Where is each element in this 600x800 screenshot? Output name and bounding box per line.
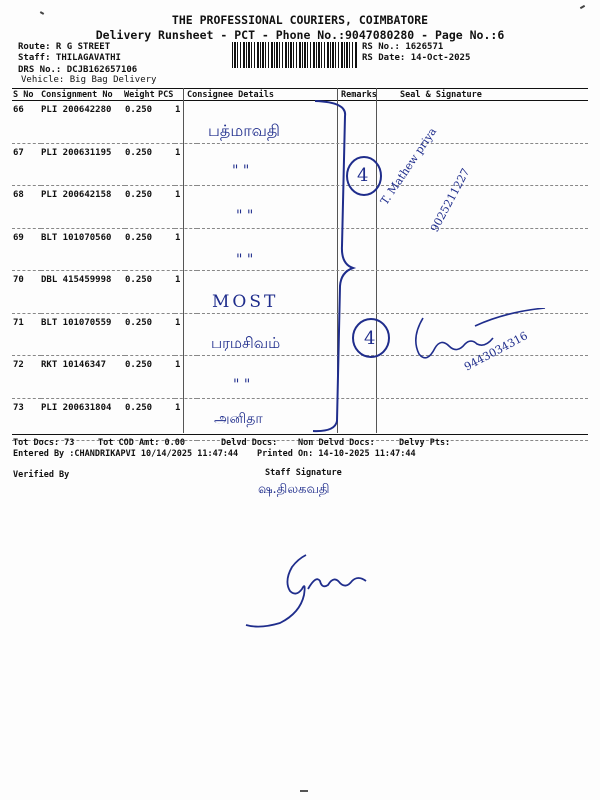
col-pcs: PCS (158, 90, 174, 100)
printed-on: Printed On: 14-10-2025 11:47:44 (257, 449, 416, 459)
receiver-1-phone: 9025211227 (428, 166, 473, 235)
non-delivered-docs: Non Delvd Docs: (298, 438, 375, 448)
table-row (12, 186, 588, 229)
col-seal: Seal & Signature (400, 90, 482, 100)
delivered-docs: Delvd Docs: (221, 438, 278, 448)
row-details (197, 228, 588, 271)
staff-label: Staff: THILAGAVATHI (18, 53, 121, 63)
rs-date: RS Date: 14-Oct-2025 (362, 53, 471, 63)
row-pcs: 1 (175, 143, 197, 186)
table-row (12, 143, 588, 186)
row-consignment: BLT 101070559 (41, 313, 125, 356)
handwritten-name-73: அனிதா (214, 411, 263, 427)
handwritten-most: MOST (212, 292, 279, 312)
col-consignee: Consignee Details (187, 90, 274, 100)
row-details (197, 356, 588, 399)
scan-speck (300, 790, 308, 792)
row-pcs: 1 (175, 271, 197, 314)
table-row (12, 356, 588, 399)
ditto-mark: " " (236, 252, 254, 268)
handwritten-name-66: பத்மாவதி (208, 121, 280, 140)
row-weight: 0.250 (125, 356, 175, 399)
row-pcs: 1 (175, 356, 197, 399)
row-pcs: 1 (175, 186, 197, 229)
scan-speck (580, 5, 585, 9)
entered-by: Entered By :CHANDRIKAPVI 10/14/2025 11:47:44 (13, 449, 239, 459)
handwritten-name-71: பரமசிவம் (211, 334, 281, 352)
runsheet-table (12, 101, 588, 441)
row-consignment: BLT 101070560 (41, 228, 125, 271)
company-name: THE PROFESSIONAL COURIERS, COIMBATORE (171, 13, 429, 27)
col-sno: S No (13, 90, 34, 100)
staff-signature: ஷ.திலகவதி (258, 482, 330, 497)
drs-number: DRS No.: DCJB162657106 (18, 65, 138, 75)
row-weight: 0.250 (125, 313, 175, 356)
row-sno: 67 (12, 143, 41, 186)
row-consignment: DBL 415459998 (41, 271, 125, 314)
table-row (12, 271, 588, 314)
row-sno: 66 (12, 101, 41, 143)
row-pcs: 1 (175, 228, 197, 271)
row-consignment: PLI 200642280 (41, 101, 125, 143)
delivery-points: Delvy Pts: (399, 438, 451, 448)
row-pcs: 1 (175, 398, 197, 441)
table-row (12, 101, 588, 143)
count-number-1: 4 (357, 165, 369, 186)
row-pcs: 1 (175, 101, 197, 143)
row-pcs: 1 (175, 313, 197, 356)
total-docs: Tot Docs: 73 (13, 438, 75, 448)
row-consignment: RKT 10146347 (41, 356, 125, 399)
receiver-1-name: T. Mathew priya (378, 125, 440, 208)
count-number-2: 4 (364, 328, 376, 349)
row-consignment: PLI 200631804 (41, 398, 125, 441)
runsheet-subtitle: Delivery Runsheet - PCT - Phone No.:9047080280 - Page No.:6 (95, 28, 505, 42)
row-weight: 0.250 (125, 143, 175, 186)
row-weight: 0.250 (125, 271, 175, 314)
row-weight: 0.250 (125, 101, 175, 143)
row-sno: 72 (12, 356, 41, 399)
verified-by-label: Verified By (13, 470, 70, 480)
row-weight: 0.250 (125, 398, 175, 441)
barcode (232, 42, 357, 68)
total-cod: Tot COD Amt: 0.00 (98, 438, 185, 448)
route-label: Route: R G STREET (18, 42, 111, 52)
row-weight: 0.250 (125, 228, 175, 271)
row-sno: 71 (12, 313, 41, 356)
col-consignment: Consignment No (41, 90, 113, 100)
table-bottom-rule (12, 434, 588, 435)
vehicle-label: Vehicle: Big Bag Delivery (21, 75, 157, 85)
header-top-rule (12, 88, 588, 89)
row-sno: 68 (12, 186, 41, 229)
col-weight: Weight (124, 90, 155, 100)
col-remarks: Remarks (341, 90, 377, 100)
ditto-mark: " " (233, 377, 251, 393)
table-row (12, 228, 588, 271)
row-sno: 73 (12, 398, 41, 441)
row-consignment: PLI 200631195 (41, 143, 125, 186)
ditto-mark: " " (232, 163, 250, 179)
row-weight: 0.250 (125, 186, 175, 229)
row-sno: 70 (12, 271, 41, 314)
row-consignment: PLI 200642158 (41, 186, 125, 229)
ditto-mark: " " (236, 208, 254, 224)
row-sno: 69 (12, 228, 41, 271)
staff-signature-label: Staff Signature (265, 468, 342, 478)
verifier-signature (240, 545, 380, 635)
receiver-2-phone: 9443034316 (462, 329, 530, 374)
rs-number: RS No.: 1626571 (362, 42, 444, 52)
